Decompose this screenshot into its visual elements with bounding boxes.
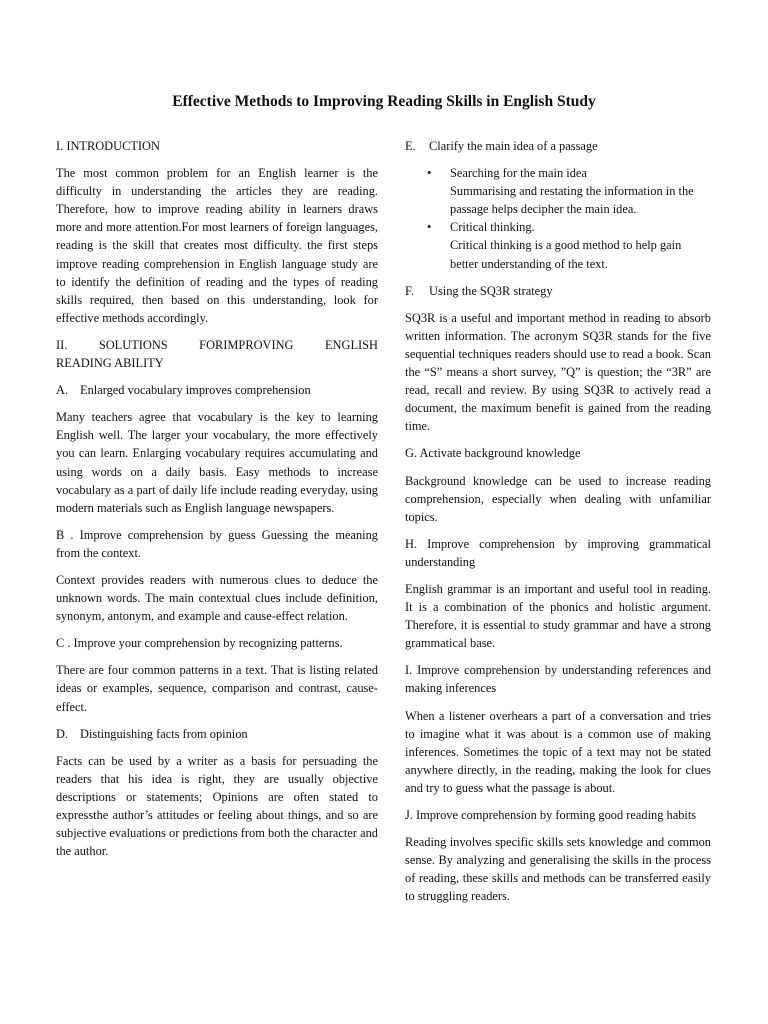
solutions-heading-line1: II. SOLUTIONS FORIMPROVING ENGLISH [56, 337, 378, 352]
introduction-heading: I. INTRODUCTION [56, 139, 160, 153]
bullet-title: • Searching for the main idea [450, 166, 587, 181]
section-f-title: Using the SQ3R strategy [429, 283, 553, 298]
bullet-title: • Critical thinking. [450, 220, 535, 235]
section-d-paragraph: Facts can be used by a writer as a basis for persuading the readers that his idea is right, they are usually objective descriptions or statements; Opinions are often stated to expressthe author’s attitudes or feeling about things, and so are subjective evaluations or predictions from both the character and the author. [56, 753, 378, 859]
section-e-title: Clarify the main idea of a passage [429, 139, 598, 153]
section-i-paragraph: When a listener overhears a part of a conversation and tries to imagine what it was about is a common use of making inferences. Sometimes the topic of a text may not be stated anywhere directly, in the reading, making the look for clues and try to guess what the passage is about. [405, 708, 711, 795]
right-column [405, 137, 711, 914]
section-f-paragraph: SQ3R is a useful and important method in reading to absorb written information. The acronym SQ3R stands for the five sequential techniques readers should use to read a book. Scan the “S” means a short survey, ”Q” is question; the “3R” are read, recall and review. By using SQ3R to actively read a document, the maximum benefit is gained from the reading time. [405, 310, 711, 434]
introduction-paragraph: The most common problem for an English learner is the difficulty in understanding the articles they are reading. Therefore, how to improve reading ability in learners draws more and more attention.For most learners of foreign languages, reading is the skill that creates most difficulty. the first steps improve reading comprehension in English language study are to identify the definition of reading and the types of reading skills required, then based on this understanding, look for effective methods accordingly. [56, 166, 378, 325]
section-c-paragraph: There are four common patterns in a text. That is listing related ideas or examples, sequence, comparison and contrast, cause-effect. [56, 663, 378, 714]
section-j-paragraph: Reading involves specific skills sets knowledge and common sense. By analyzing and generalising the skills in the process of reading, these skills and methods can be transferred easily to struggling readers. [405, 835, 711, 904]
bullet-text: Critical thinking is a good method to help gain better understanding of the text. [450, 238, 682, 271]
section-a-title: Enlarged vocabulary improves comprehension [80, 383, 311, 398]
section-b-paragraph: Context provides readers with numerous clues to deduce the unknown words. The main contextual clues include definition, synonym, antonym, and example and cause-effect relation. [56, 572, 378, 624]
solutions-heading-line2: READING ABILITY [56, 356, 164, 371]
bullet-item [427, 164, 711, 218]
section-d-heading [56, 725, 378, 743]
section-h-paragraph: English grammar is an important and useful tool in reading. It is a combination of the phonics and holistic argument. Therefore, it is essential to study grammar and have a strong grammatical base. [405, 581, 711, 651]
section-g-paragraph: Background knowledge can be used to increase reading comprehension, especially when dealing with unfamiliar topics. [405, 473, 711, 524]
section-j-heading: J. Improve comprehension by forming good reading habits [405, 808, 697, 822]
section-a-paragraph: Many teachers agree that vocabulary is the key to learning English well. The larger your vocabulary, the more effectively you can learn. Enlarging vocabulary requires accumulating and using words on a daily basis. Easy methods to increase vocabulary as a part of daily life include reading everyday, using modern materials such as English language newspapers. [56, 410, 378, 515]
section-h-heading: H. Improve comprehension by improving grammatical understanding [405, 536, 711, 569]
bullet-item [427, 218, 711, 272]
section-c-heading: C . Improve your comprehension by recognizing patterns. [56, 636, 343, 651]
section-g-heading: G. Activate background knowledge [405, 446, 581, 461]
section-e-bullet-list [405, 164, 711, 273]
left-column [56, 137, 378, 869]
section-a-label: A. [56, 383, 69, 398]
section-b-heading: B . Improve comprehension by guess Guessing the meaning from the context. [56, 527, 378, 560]
section-a-heading [56, 381, 378, 399]
section-f-heading [405, 282, 711, 300]
section-d-label: D. [56, 726, 69, 741]
section-i-heading: I. Improve comprehension by understanding references and making inferences [405, 663, 711, 696]
section-e-heading [405, 137, 711, 155]
section-d-title: Distinguishing facts from opinion [80, 726, 248, 741]
bullet-text: Summarising and restating the information in the passage helps decipher the main idea. [450, 184, 694, 217]
document-title: Effective Methods to Improving Reading Skills in English Study [172, 93, 596, 110]
solutions-heading [56, 336, 378, 372]
section-f-label: F. [405, 283, 414, 298]
section-e-label: E. [405, 139, 416, 153]
